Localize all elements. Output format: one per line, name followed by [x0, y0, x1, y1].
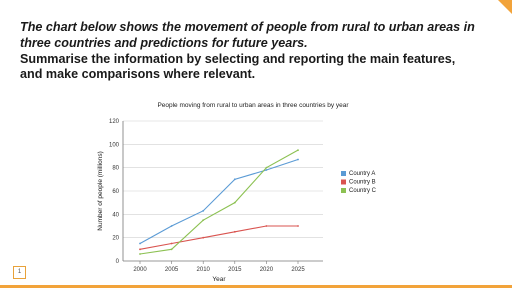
- y-tick-label: 80: [112, 165, 119, 172]
- y-tick-label: 20: [112, 235, 119, 242]
- data-point: [266, 167, 268, 169]
- data-point: [171, 248, 173, 250]
- series-line-1: [140, 160, 298, 244]
- legend-swatch: [341, 188, 346, 193]
- legend-label: Country C: [349, 188, 377, 194]
- data-point: [297, 149, 299, 151]
- task-line-3: Summarise the information by selecting and reporting the main features,: [20, 51, 456, 66]
- task-line-4: and make comparisons where relevant.: [20, 67, 256, 82]
- data-point: [139, 248, 141, 250]
- y-tick-label: 100: [108, 142, 119, 149]
- data-point: [139, 243, 141, 245]
- legend-label: Country B: [349, 179, 376, 186]
- x-tick-label: 2015: [228, 267, 242, 273]
- data-point: [234, 202, 236, 204]
- data-point: [297, 225, 299, 227]
- data-point: [139, 253, 141, 255]
- legend-swatch: [341, 180, 346, 185]
- data-point: [202, 210, 204, 212]
- data-point: [171, 225, 173, 227]
- chart-title: People moving from rural to urban areas in three countries by year: [157, 102, 349, 109]
- x-tick-label: 2005: [164, 267, 179, 273]
- data-point: [297, 159, 299, 161]
- task-line-2: three countries and predictions for future years.: [20, 35, 308, 50]
- x-tick-label: 2020: [259, 267, 274, 273]
- data-point: [266, 169, 268, 171]
- x-tick-label: 2025: [291, 267, 305, 273]
- page-number[interactable]: 1: [13, 266, 26, 279]
- y-tick-label: 120: [108, 119, 119, 125]
- y-tick-label: 60: [112, 189, 119, 195]
- data-point: [234, 231, 236, 233]
- data-point: [266, 225, 268, 227]
- y-axis-title: Number of people (millions): [97, 151, 104, 231]
- legend-label: Country A: [349, 171, 376, 177]
- data-point: [234, 178, 236, 180]
- x-tick-label: 2010: [196, 267, 210, 273]
- y-tick-label: 0: [115, 259, 119, 265]
- x-axis-title: Year: [212, 276, 226, 283]
- data-point: [202, 237, 204, 239]
- task-line-1: The chart below shows the movement of people from rural to urban areas in: [20, 20, 475, 34]
- y-tick-label: 40: [112, 212, 119, 219]
- x-tick-label: 2000: [133, 267, 147, 273]
- data-point: [202, 219, 204, 221]
- legend-swatch: [341, 171, 346, 176]
- series-line-3: [140, 150, 298, 254]
- data-point: [171, 243, 173, 245]
